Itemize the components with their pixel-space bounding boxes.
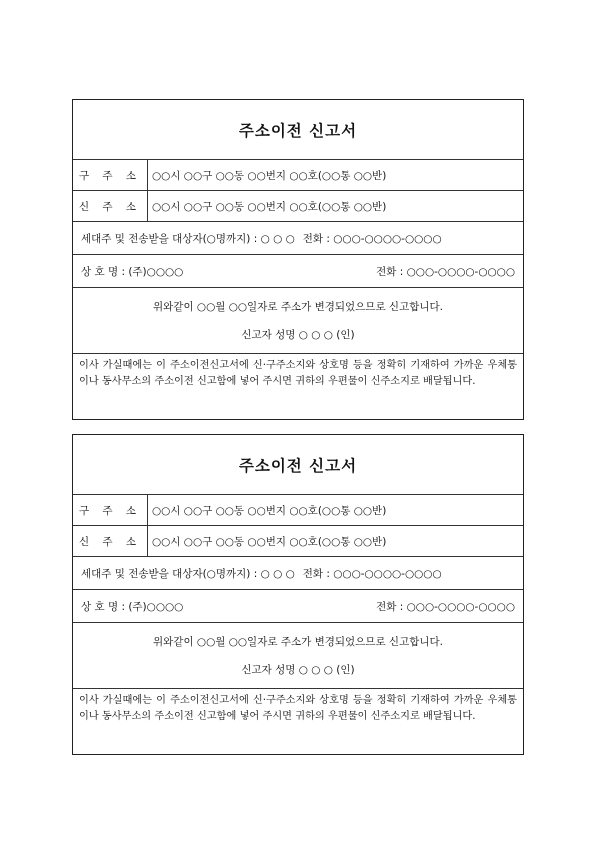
household-text: 세대주 및 전송받을 대상자(○명까지) : ○ ○ ○ [81,567,295,580]
form-title: 주소이전 신고서 [238,456,358,475]
business-name: 상 호 명 : (주)○○○○ [81,265,184,278]
announcement-row [73,288,523,354]
form-title: 주소이전 신고서 [238,121,358,140]
notice-text: 이사 가실때에는 이 주소이전신고서에 신·구주소지와 상호명 등을 정확히 기재하여 가까운 우체통이나 동사무소의 주소이전 신고함에 넣어 주시면 귀하의 우편물이 신주소지로 배달됩니다. [79,695,517,722]
notice-row [73,354,523,390]
signature-text: 신고자 성명 ○ ○ ○ (인) [241,329,355,342]
new-address-row [73,526,523,557]
new-address-value: ○○시 ○○구 ○○동 ○○번지 ○○호(○○통 ○○반) [152,535,387,548]
old-address-value: ○○시 ○○구 ○○동 ○○번지 ○○호(○○통 ○○반) [152,504,387,517]
announcement-text: 위와같이 ○○월 ○○일자로 주소가 변경되었으므로 신고합니다. [153,635,443,648]
old-address-value: ○○시 ○○구 ○○동 ○○번지 ○○호(○○통 ○○반) [152,169,387,182]
business-row [73,255,523,288]
form-title-row [73,100,523,160]
new-address-value: ○○시 ○○구 ○○동 ○○번지 ○○호(○○통 ○○반) [152,200,387,213]
address-change-form-2 [72,434,524,755]
household-row [73,557,523,590]
notice-text: 이사 가실때에는 이 주소이전신고서에 신·구주소지와 상호명 등을 정확히 기재하여 가까운 우체통이나 동사무소의 주소이전 신고함에 넣어 주시면 귀하의 우편물이 신주소지로 배달됩니다. [79,360,517,387]
household-phone: 전화 : ○○○-○○○○-○○○○ [302,232,442,245]
old-address-label: 구 주 소 [73,495,148,525]
new-address-label: 신 주 소 [73,191,148,221]
form-title-row [73,435,523,495]
announcement-row [73,623,523,689]
notice-row [73,689,523,725]
business-phone: 전화 : ○○○-○○○○-○○○○ [376,600,515,613]
household-row [73,222,523,255]
old-address-label: 구 주 소 [73,160,148,190]
household-phone: 전화 : ○○○-○○○○-○○○○ [302,567,442,580]
business-phone: 전화 : ○○○-○○○○-○○○○ [376,265,515,278]
household-text: 세대주 및 전송받을 대상자(○명까지) : ○ ○ ○ [81,232,295,245]
old-address-row [73,495,523,526]
old-address-row [73,160,523,191]
new-address-label: 신 주 소 [73,526,148,556]
signature-text: 신고자 성명 ○ ○ ○ (인) [241,664,355,677]
new-address-row [73,191,523,222]
address-change-form-1 [72,99,524,420]
business-row [73,590,523,623]
announcement-text: 위와같이 ○○월 ○○일자로 주소가 변경되었으므로 신고합니다. [153,300,443,313]
business-name: 상 호 명 : (주)○○○○ [81,600,184,613]
